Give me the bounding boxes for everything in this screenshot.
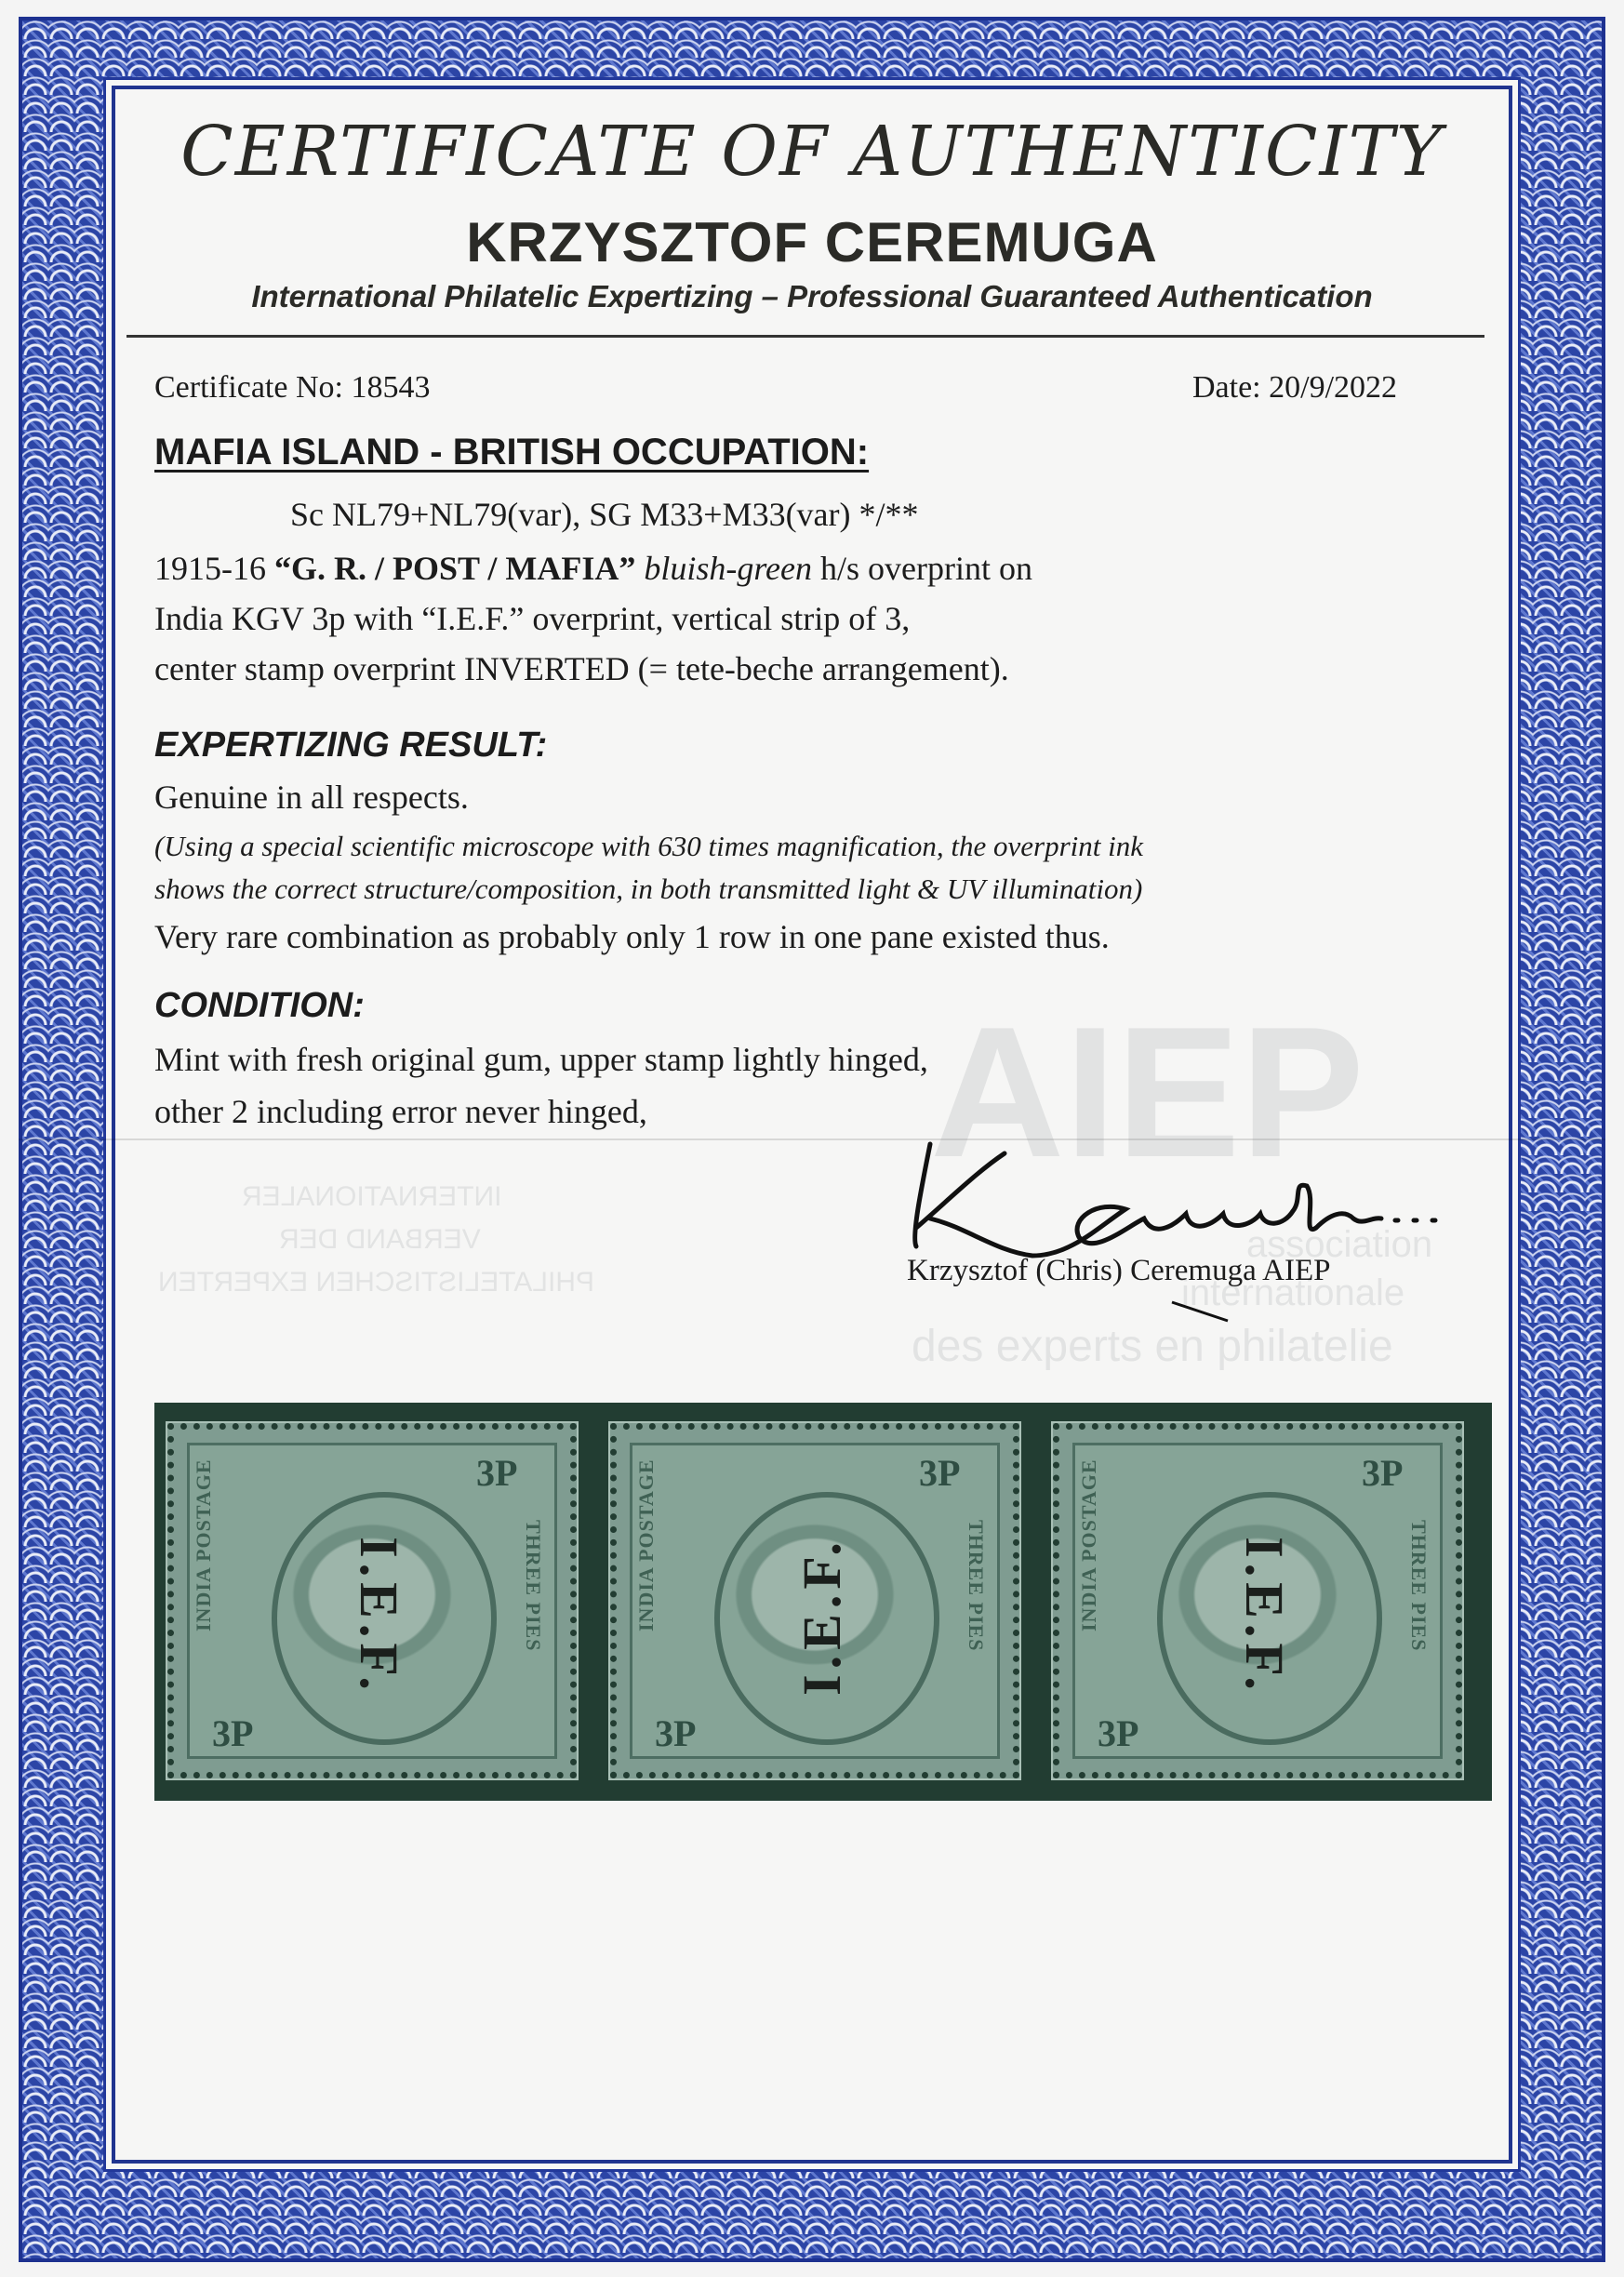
certificate-date: Date: 20/9/2022 [1192,370,1398,405]
catalogue-numbers: Sc NL79+NL79(var), SG M33+M33(var) */** [290,496,919,533]
item-heading: MAFIA ISLAND - BRITISH OCCUPATION: [154,432,870,473]
description-year: 1915-16 [154,550,274,587]
ief-overprint: I.E.F. [791,1537,852,1696]
certificate-title: CERTIFICATE OF AUTHENTICITY [180,112,1444,192]
stamp-value-numeral: 3P [1362,1452,1404,1494]
stamp-country-label: INDIA POSTAGE [634,1458,658,1631]
result-heading: EXPERTIZING RESULT: [154,726,548,765]
watermark-org-fr-2: internationale [1181,1272,1405,1313]
stamp-value-words: THREE PIES [522,1520,545,1652]
watermark-org-fr-1: association [1246,1224,1433,1265]
description-line-3: center stamp overprint INVERTED (= tete-beche arrangement). [154,650,1009,687]
signatory-name: Krzysztof (Chris) Ceremuga AIEP [907,1254,1331,1287]
watermark-org-fr-3: des experts en philatelie [912,1322,1393,1371]
stamp-value-words: THREE PIES [965,1520,988,1652]
stamp-value-numeral: 3P [655,1712,697,1754]
description-overprint-text: “G. R. / POST / MAFIA” [274,550,636,587]
stamp-3 [1053,1423,1462,1778]
stamp-strip [154,1403,1492,1801]
condition-line-2: other 2 including error never hinged, [154,1093,647,1130]
handwritten-signature [893,1116,1498,1339]
certificate-subtitle: International Philatelic Expertizing – Professional Guaranteed Authentication [251,279,1373,313]
certificate-number: Certificate No: 18543 [154,370,431,405]
result-note-line-2: shows the correct structure/composition, in both transmitted light & UV illumination) [154,872,1143,905]
stamp-value-numeral: 3P [1098,1712,1139,1754]
condition-line-1: Mint with fresh original gum, upper stamp lightly hinged, [154,1041,928,1078]
watermark-org-de-2: VERBAND DER [279,1224,481,1255]
stamp-value-numeral: 3P [212,1712,254,1754]
description-line-2: India KGV 3p with “I.E.F.” overprint, vertical strip of 3, [154,600,911,637]
stamp-2 [610,1423,1019,1778]
stamp-country-label: INDIA POSTAGE [192,1458,215,1631]
condition-heading: CONDITION: [154,986,365,1025]
stamp-country-label: INDIA POSTAGE [1077,1458,1100,1631]
header-divider [126,335,1484,338]
expert-name: KRZYSZTOF CEREMUGA [466,211,1158,273]
result-rarity: Very rare combination as probably only 1 row in one pane existed thus. [154,918,1110,955]
ief-overprint: I.E.F. [348,1537,409,1696]
description-color: bluish-green [635,550,812,587]
watermark-org-de-3: PHILATELISTISCHEN EXPERTEN [158,1267,595,1298]
stamp-value-numeral: 3P [919,1452,961,1494]
stamp-1 [167,1423,577,1778]
watermark-org-de-1: INTERNATIONALER [242,1181,502,1212]
stamp-value-words: THREE PIES [1407,1520,1431,1652]
description-rest: h/s overprint on [812,550,1032,587]
watermark-logo: AIEP [930,989,1364,1196]
result-verdict: Genuine in all respects. [154,779,469,816]
ief-overprint: I.E.F. [1233,1537,1295,1696]
result-note-line-1: (Using a special scientific microscope with 630 times magnification, the overprint ink [154,830,1144,862]
stamp-value-numeral: 3P [476,1452,518,1494]
description-line-1 [154,549,1032,588]
